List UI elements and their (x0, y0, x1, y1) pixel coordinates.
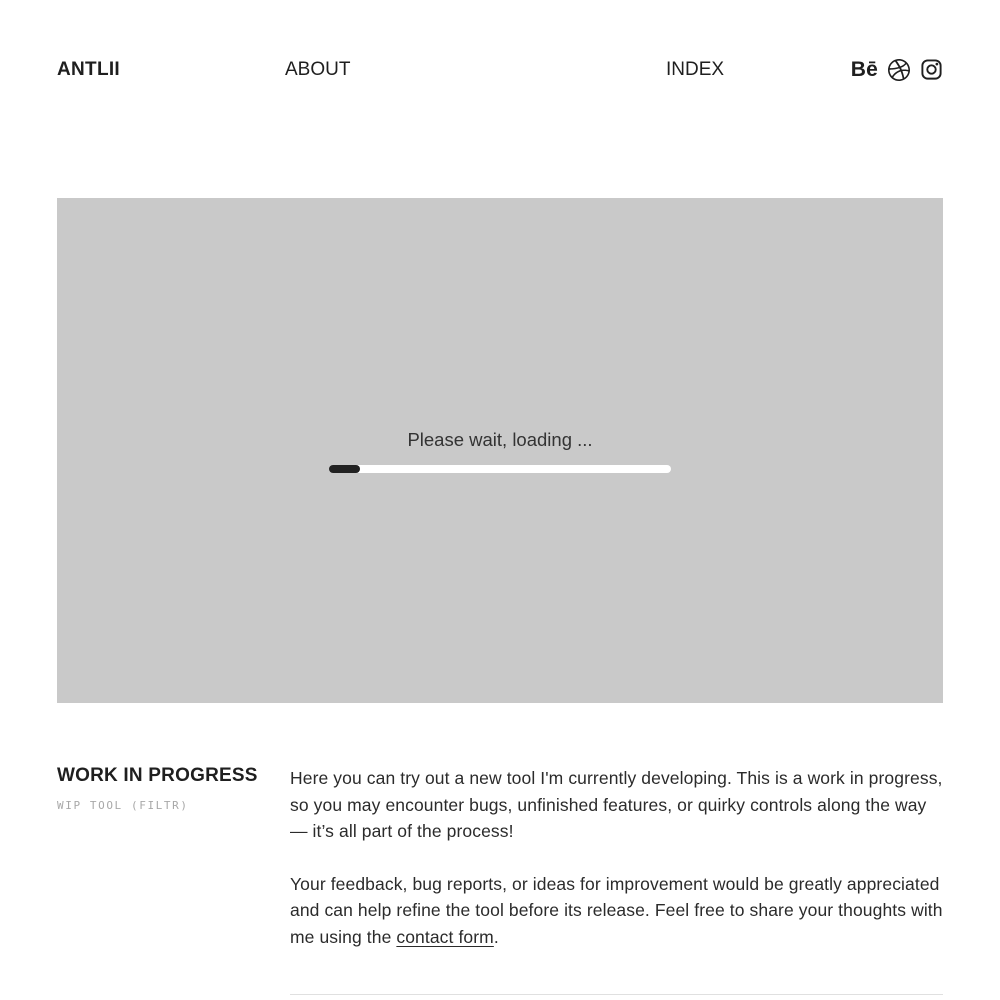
loading-message: Please wait, loading ... (407, 428, 593, 450)
nav-item-about[interactable]: ABOUT (285, 58, 351, 80)
nav (666, 59, 851, 81)
contact-form-link[interactable]: contact form (396, 926, 494, 947)
work-in-progress-section (0, 765, 1000, 995)
progress-bar (329, 465, 671, 473)
social-links (851, 58, 943, 81)
instagram-icon[interactable] (920, 58, 943, 81)
progress-fill (329, 465, 360, 473)
section-heading-column (57, 765, 290, 995)
feedback-text: Your feedback, bug reports, or ideas for improvement would be greatly appreciated and can help refine the tool before its release. Feel free to share your thoughts with me using the (290, 873, 943, 947)
behance-icon[interactable]: Bē (850, 58, 878, 81)
nav (285, 59, 666, 81)
header (0, 0, 1000, 82)
section-body-column (290, 765, 943, 995)
logo[interactable]: ANTLII (57, 58, 121, 80)
section-title: WORK IN PROGRESS (57, 765, 258, 786)
dribbble-icon[interactable] (888, 59, 910, 81)
tool-placeholder-area (57, 198, 943, 703)
feedback-paragraph (290, 871, 943, 951)
sentence-end: . (493, 926, 499, 947)
intro-paragraph: Here you can try out a new tool I'm currently developing. This is a work in progress, so you may encounter bugs, unfinished features, or quirky controls along the way — it’s all part of the process! (290, 768, 943, 841)
nav-item-index[interactable]: INDEX (666, 58, 725, 80)
divider (290, 994, 943, 995)
section-subtitle: WIP TOOL (FILTR) (57, 798, 189, 812)
